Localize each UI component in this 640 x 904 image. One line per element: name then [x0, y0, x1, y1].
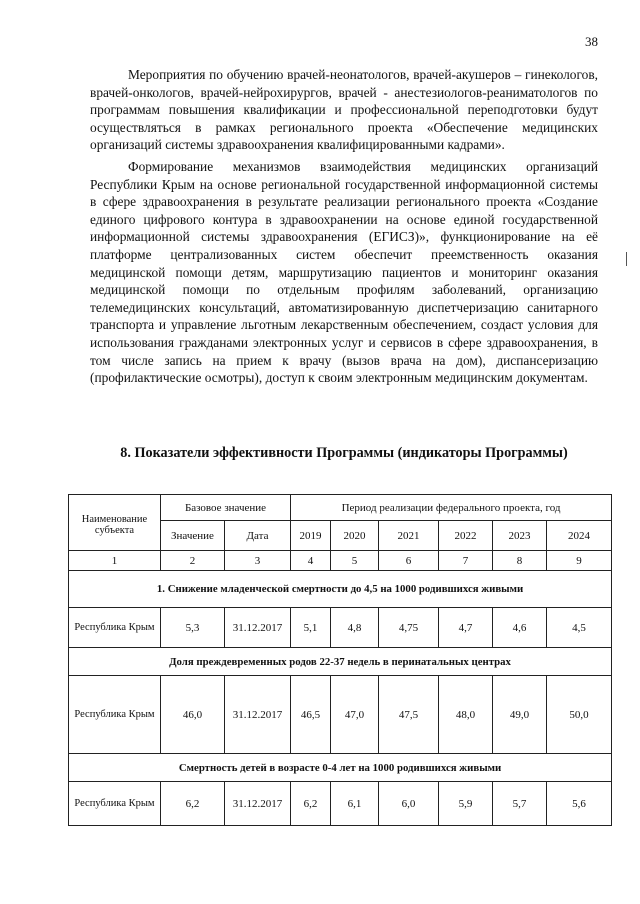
section-title: 1. Снижение младенческой смертности до 4,5 на 1000 родившихся живыми: [69, 571, 612, 608]
header-year: 2024: [547, 521, 612, 551]
body-text: [90, 66, 598, 391]
header-value: Значение: [161, 521, 225, 551]
section-heading: 8. Показатели эффективности Программы (индикаторы Программы): [120, 445, 568, 461]
margin-mark: [626, 252, 627, 266]
col-number: 5: [331, 551, 379, 571]
header-year: 2023: [493, 521, 547, 551]
table-row: [69, 782, 612, 826]
value-cell: 4,6: [493, 608, 547, 648]
value-cell: 50,0: [547, 676, 612, 754]
base-value-cell: 5,3: [161, 608, 225, 648]
table-row: [69, 676, 612, 754]
page-number: 38: [585, 34, 598, 49]
value-cell: 47,0: [331, 676, 379, 754]
header-base: Базовое значение: [161, 495, 291, 521]
column-number-row: [69, 551, 612, 571]
value-cell: 6,1: [331, 782, 379, 826]
value-cell: 6,2: [291, 782, 331, 826]
subject-cell: Республика Крым: [69, 608, 161, 648]
header-year: 2020: [331, 521, 379, 551]
col-number: 9: [547, 551, 612, 571]
value-cell: 47,5: [379, 676, 439, 754]
section-title: Смертность детей в возрасте 0-4 лет на 1000 родившихся живыми: [69, 754, 612, 782]
indicators-table: [68, 494, 612, 826]
value-cell: 5,6: [547, 782, 612, 826]
header-year: 2022: [439, 521, 493, 551]
col-number: 3: [225, 551, 291, 571]
value-cell: 5,9: [439, 782, 493, 826]
paragraph-egisz: Формирование механизмов взаимодействия медицинских организаций Республики Крым на основе региональной государственной информационной системы в сфере здравоохранения в результате реализации регионального проекта «Создание единого цифрового контура в здравоохранении на основе единой государственной информационной системы здравоохранения (ЕГИСЗ)», функционирование на её платформе централизованных систем обеспечит преемственность оказания медицинской помощи детям, маршрутизацию пациентов и мониторинг оказания медицинской помощи по отдельным профилям заболеваний, организацию телемедицинских консультаций, автоматизированную диспетчеризацию санитарного транспорта и управление льготным лекарственным обеспечением, создаст условия для использования гражданами электронных услуг и сервисов в сфере здравоохранения, в том числе запись на прием к врачу (вызов врача на дом), диспансеризацию (профилактические осмотры), доступ к своим электронным медицинским документам.: [90, 158, 598, 386]
col-number: 6: [379, 551, 439, 571]
col-number: 1: [69, 551, 161, 571]
subject-cell: Республика Крым: [69, 676, 161, 754]
paragraph-training: Мероприятия по обучению врачей-неонатологов, врачей-акушеров – гинекологов, врачей-онкологов, врачей-нейрохирургов, врачей - анестезиологов-реаниматологов по программам повышения квалификации и профессиональной переподготовки будут осуществляться в рамках регионального проекта «Обеспечение медицинских организаций системы здравоохранения квалифицированными кадрами».: [90, 67, 598, 153]
col-number: 8: [493, 551, 547, 571]
col-number: 7: [439, 551, 493, 571]
value-cell: 6,0: [379, 782, 439, 826]
value-cell: 4,5: [547, 608, 612, 648]
value-cell: 4,7: [439, 608, 493, 648]
base-date-cell: 31.12.2017: [225, 608, 291, 648]
value-cell: 4,75: [379, 608, 439, 648]
subject-cell: Республика Крым: [69, 782, 161, 826]
col-number: 4: [291, 551, 331, 571]
value-cell: 49,0: [493, 676, 547, 754]
base-value-cell: 46,0: [161, 676, 225, 754]
value-cell: 4,8: [331, 608, 379, 648]
value-cell: 48,0: [439, 676, 493, 754]
section-title: Доля преждевременных родов 22-37 недель в перинатальных центрах: [69, 648, 612, 676]
header-year: 2019: [291, 521, 331, 551]
header-year: 2021: [379, 521, 439, 551]
value-cell: 5,7: [493, 782, 547, 826]
header-period: Период реализации федерального проекта, год: [291, 495, 612, 521]
col-number: 2: [161, 551, 225, 571]
base-date-cell: 31.12.2017: [225, 782, 291, 826]
header-subject: Наименование субъекта: [69, 495, 161, 551]
header-date: Дата: [225, 521, 291, 551]
value-cell: 46,5: [291, 676, 331, 754]
table-row: [69, 608, 612, 648]
base-date-cell: 31.12.2017: [225, 676, 291, 754]
value-cell: 5,1: [291, 608, 331, 648]
base-value-cell: 6,2: [161, 782, 225, 826]
